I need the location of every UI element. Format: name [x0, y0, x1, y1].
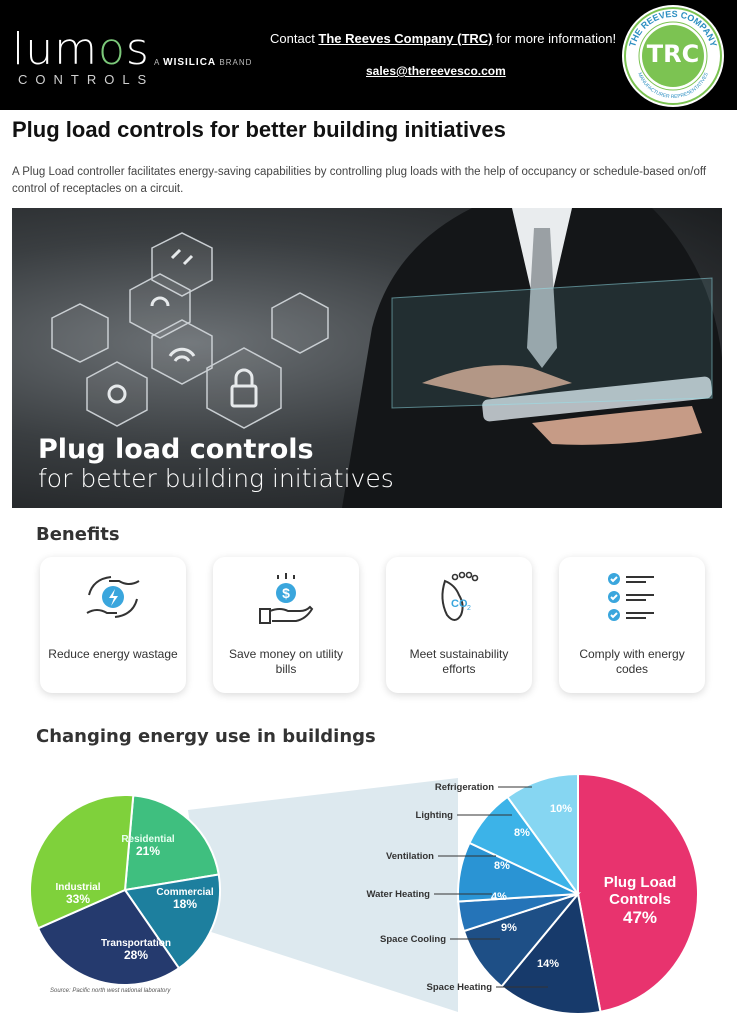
- slice-value: 8%: [514, 827, 530, 839]
- callout-label: Refrigeration: [434, 782, 494, 793]
- trc-badge-logo: [622, 5, 724, 107]
- company-link[interactable]: The Reeves Company (TRC): [318, 31, 493, 46]
- slice-label: Residential: [121, 834, 175, 845]
- slice-label: Industrial: [55, 882, 101, 893]
- hex-gear-icon: [87, 362, 147, 426]
- header-bar: [0, 0, 737, 110]
- slice-value: 8%: [494, 860, 510, 872]
- slice-label: Commercial: [156, 887, 214, 898]
- hero-title: Plug load controls: [38, 434, 314, 465]
- svg-text:$: $: [282, 585, 290, 601]
- contact-text: Contact The Reeves Company (TRC) for more information!: [270, 31, 617, 46]
- benefit-card-compliance: [559, 557, 705, 693]
- slice-label: Transportation: [100, 938, 172, 949]
- hand-dollar-icon: [256, 569, 316, 629]
- benefit-card-money: [213, 557, 359, 693]
- callout-label: Water Heating: [366, 889, 430, 900]
- slice-value: 14%: [536, 958, 560, 970]
- hand-energy-icon: [83, 569, 143, 629]
- energy-heading: Changing energy use in buildings: [36, 726, 376, 747]
- lumos-logo: lumos: [12, 24, 150, 75]
- benefits-heading: Benefits: [36, 524, 120, 545]
- slice-label: Plug Load: [603, 874, 677, 891]
- page-title: Plug load controls for better building initiatives: [12, 117, 506, 142]
- source-note: Source: Pacific north west national laboratory: [50, 988, 171, 994]
- callout-label: Space Cooling: [380, 934, 446, 945]
- slice-label: Controls: [609, 891, 671, 908]
- svg-text:CO: CO: [451, 598, 468, 610]
- email-link[interactable]: sales@thereevesco.com: [366, 64, 506, 78]
- slice-value: 47%: [622, 908, 658, 927]
- hero-subtitle: for better building initiatives: [38, 464, 394, 493]
- slice-value: 4%: [491, 891, 507, 903]
- lumos-logo-subtitle: CONTROLS: [18, 72, 155, 87]
- slice-value: 9%: [501, 922, 517, 934]
- benefit-card-sustainability: [386, 557, 532, 693]
- footprint-co2-icon: [429, 569, 489, 629]
- slice-value: 10%: [549, 803, 573, 815]
- callout-label: Ventilation: [385, 851, 434, 862]
- energy-charts: [0, 760, 737, 1023]
- svg-text:THE REEVES COMPANY: THE REEVES COMPANY: [627, 8, 719, 48]
- trc-badge-center: TRC: [642, 25, 704, 87]
- svg-text:MANUFACTURER REPRESENTATIVES: MANUFACTURER REPRESENTATIVES: [636, 71, 710, 101]
- callout-label: Lighting: [415, 810, 453, 821]
- slice-value: 33%: [65, 892, 91, 906]
- checklist-icon: [602, 569, 662, 629]
- benefit-label: Meet sustainability efforts: [409, 647, 509, 676]
- benefit-label: Save money on utility bills: [228, 647, 344, 676]
- svg-text:2: 2: [467, 605, 471, 612]
- benefit-label: Reduce energy wastage: [48, 647, 178, 661]
- hex-lock-icon: [207, 348, 281, 428]
- callout-label: Space Heating: [426, 982, 492, 993]
- intro-paragraph: A Plug Load controller facilitates energy-saving capabilities by controlling plug loads with the help of occupancy or schedule-based on/off control of receptacles on a circuit.: [12, 166, 707, 195]
- benefit-card-energy: [40, 557, 186, 693]
- slice-value: 28%: [123, 948, 149, 962]
- slice-value: 21%: [135, 844, 161, 858]
- wisilica-brand: A WISILICA BRAND: [154, 57, 253, 68]
- slice-value: 18%: [172, 897, 198, 911]
- benefit-label: Comply with energy codes: [579, 647, 685, 676]
- hero-banner: [12, 208, 722, 508]
